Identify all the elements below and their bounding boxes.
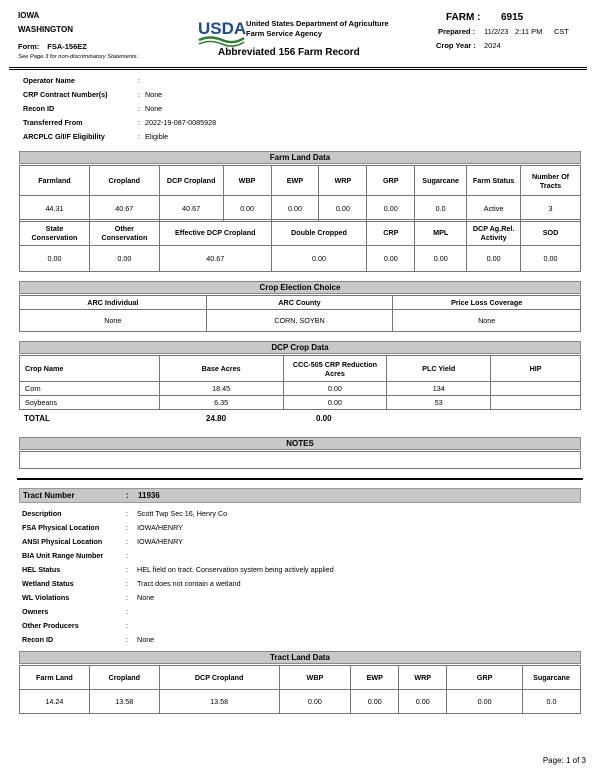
table-cell: 0.00 xyxy=(367,196,415,222)
owners-label: Owners xyxy=(22,607,49,616)
table-cell xyxy=(491,382,581,396)
section-divider xyxy=(17,478,583,480)
ansi-location-value: IOWA/HENRY xyxy=(137,537,183,546)
col-crop-name: Crop Name xyxy=(20,356,160,382)
table-cell: 13.58 xyxy=(159,690,279,714)
table-cell: Active xyxy=(467,196,521,222)
total-crp-reduction: 0.00 xyxy=(316,414,332,423)
table-cell: 40.67 xyxy=(159,196,223,222)
col-grp: GRP xyxy=(367,166,415,196)
farm-land-table-2 xyxy=(19,219,581,272)
table-cell: 44.31 xyxy=(20,196,90,222)
colon: : xyxy=(138,132,140,141)
table-cell: 0.00 xyxy=(283,382,387,396)
colon: : xyxy=(126,523,128,532)
table-cell: 0.00 xyxy=(271,196,319,222)
table-cell: 40.67 xyxy=(89,196,159,222)
table-cell: 0.00 xyxy=(319,196,367,222)
table-cell: None xyxy=(393,310,581,332)
crp-contract-value: None xyxy=(145,90,163,99)
tract-number-bar xyxy=(19,488,581,503)
col-hip: HIP xyxy=(491,356,581,382)
col-wrp: WRP xyxy=(399,666,447,690)
tract-land-header-row xyxy=(20,666,581,690)
prepared-timezone: CST xyxy=(554,27,569,36)
col-mpl: MPL xyxy=(415,220,467,246)
crop-election-header-row xyxy=(20,296,581,310)
col-sugarcane: Sugarcane xyxy=(523,666,581,690)
fsa-location-value: IOWA/HENRY xyxy=(137,523,183,532)
table-cell: 0.00 xyxy=(279,690,351,714)
col-farmland: Farmland xyxy=(20,166,90,196)
table-cell: 0.00 xyxy=(447,690,523,714)
crp-contract-label: CRP Contract Number(s) xyxy=(23,90,108,99)
table-cell: None xyxy=(20,310,207,332)
table-cell: Soybeans xyxy=(20,396,160,410)
hel-status-value: HEL field on tract. Conservation system being actively applied xyxy=(137,565,334,574)
table-row xyxy=(20,396,581,410)
colon: : xyxy=(138,90,140,99)
colon: : xyxy=(138,118,140,127)
notes-box xyxy=(19,451,581,469)
dcp-crop-header-row xyxy=(20,356,581,382)
table-cell: 0.00 xyxy=(521,246,581,272)
tract-land-value-row xyxy=(20,690,581,714)
table-cell: 134 xyxy=(387,382,491,396)
col-dcp-cropland: DCP Cropland xyxy=(159,666,279,690)
arcplc-eligibility-value: Eligible xyxy=(145,132,169,141)
table-cell: 0.00 xyxy=(283,396,387,410)
form-id: Form: FSA-156EZ xyxy=(18,42,87,51)
colon: : xyxy=(126,593,128,602)
table-cell: 13.58 xyxy=(89,690,159,714)
bia-unit-label: BIA Unit Range Number xyxy=(22,551,104,560)
transferred-from-value: 2022-19-087-0085928 xyxy=(145,118,217,127)
svg-text:USDA: USDA xyxy=(198,19,246,38)
crop-year: 2024 xyxy=(484,41,501,50)
notes-header: NOTES xyxy=(19,437,581,450)
crop-election-header: Crop Election Choice xyxy=(19,281,581,294)
hel-status-label: HEL Status xyxy=(22,565,61,574)
col-number-of-tracts: Number Of Tracts xyxy=(521,166,581,196)
table-cell: 0.00 xyxy=(89,246,159,272)
colon: : xyxy=(126,551,128,560)
tract-number: 11936 xyxy=(138,491,160,500)
tract-number-label: Tract Number xyxy=(23,491,75,500)
table-cell: 0.00 xyxy=(271,246,367,272)
wl-violations-label: WL Violations xyxy=(22,593,70,602)
table-cell: 0.00 xyxy=(415,246,467,272)
table-cell: 40.67 xyxy=(159,246,271,272)
col-crp-reduction-acres: CCC-505 CRP Reduction Acres xyxy=(283,356,387,382)
colon: : xyxy=(138,104,140,113)
tract-land-data-header: Tract Land Data xyxy=(19,651,581,664)
table-cell: CORN, SOYBN xyxy=(206,310,393,332)
table-cell: 0.00 xyxy=(223,196,271,222)
state-name: IOWA xyxy=(18,11,40,20)
prepared-time: 2:11 PM xyxy=(515,27,543,36)
dcp-crop-data-header: DCP Crop Data xyxy=(19,341,581,354)
crop-election-table xyxy=(19,295,581,332)
farm-number: 6915 xyxy=(501,12,524,23)
table-cell: 6.35 xyxy=(159,396,283,410)
col-dcp-cropland: DCP Cropland xyxy=(159,166,223,196)
table-cell: 0.00 xyxy=(367,246,415,272)
dcp-crop-table xyxy=(19,355,581,410)
wetland-status-label: Wetland Status xyxy=(22,579,74,588)
farm-land-value-row-2 xyxy=(20,246,581,272)
col-sugarcane: Sugarcane xyxy=(415,166,467,196)
col-ewp: EWP xyxy=(351,666,399,690)
farm-label: FARM : xyxy=(446,12,481,23)
table-cell: 18.45 xyxy=(159,382,283,396)
farm-land-header-row-1 xyxy=(20,166,581,196)
transferred-from-label: Transferred From xyxy=(23,118,83,127)
description-value: Scott Twp Sec 16, Henry Co xyxy=(137,509,228,518)
agency-name: United States Department of Agriculture Farm Service Agency xyxy=(246,19,389,38)
table-cell: 0.0 xyxy=(523,690,581,714)
header-divider-2 xyxy=(9,69,587,70)
col-double-cropped: Double Cropped xyxy=(271,220,367,246)
col-arc-county: ARC County xyxy=(206,296,393,310)
col-farm-status: Farm Status xyxy=(467,166,521,196)
col-farm-land: Farm Land xyxy=(20,666,90,690)
col-plc-yield: PLC Yield xyxy=(387,356,491,382)
col-cropland: Cropland xyxy=(89,166,159,196)
colon: : xyxy=(126,491,129,500)
table-cell xyxy=(491,396,581,410)
colon: : xyxy=(126,635,128,644)
col-crp: CRP xyxy=(367,220,415,246)
col-sod: SOD xyxy=(521,220,581,246)
tract-land-table xyxy=(19,665,581,714)
colon: : xyxy=(126,565,128,574)
col-cropland: Cropland xyxy=(89,666,159,690)
table-cell: 14.24 xyxy=(20,690,90,714)
arcplc-eligibility-label: ARCPLC G/I/F Eligibility xyxy=(23,132,105,141)
farm-land-header-row-2 xyxy=(20,220,581,246)
wetland-status-value: Tract does not contain a wetland xyxy=(137,579,241,588)
col-effective-dcp-cropland: Effective DCP Cropland xyxy=(159,220,271,246)
col-ewp: EWP xyxy=(271,166,319,196)
col-wrp: WRP xyxy=(319,166,367,196)
other-producers-label: Other Producers xyxy=(22,621,79,630)
crop-election-value-row xyxy=(20,310,581,332)
table-cell: 0.00 xyxy=(351,690,399,714)
operator-name-label: Operator Name xyxy=(23,76,75,85)
page-number: Page: 1 of 3 xyxy=(542,756,586,765)
header-divider xyxy=(9,67,587,68)
farm-land-table xyxy=(19,165,581,222)
col-other-conservation: Other Conservation xyxy=(89,220,159,246)
table-cell: 3 xyxy=(521,196,581,222)
col-wbp: WBP xyxy=(223,166,271,196)
table-cell: 0.00 xyxy=(399,690,447,714)
col-base-acres: Base Acres xyxy=(159,356,283,382)
page-header xyxy=(18,11,578,63)
colon: : xyxy=(126,537,128,546)
col-state-conservation: State Conservation xyxy=(20,220,90,246)
usda-logo xyxy=(198,15,246,47)
prepared-date: 11/2/23 xyxy=(484,27,509,36)
county-name: WASHINGTON xyxy=(18,25,73,34)
table-cell: 0.00 xyxy=(467,246,521,272)
recon-id-label: Recon ID xyxy=(23,104,55,113)
tract-recon-id-label: Recon ID xyxy=(22,635,54,644)
description-label: Description xyxy=(22,509,62,518)
ansi-location-label: ANSI Physical Location xyxy=(22,537,103,546)
prepared-label: Prepared : xyxy=(438,27,476,36)
colon: : xyxy=(126,607,128,616)
table-cell: 0.00 xyxy=(20,246,90,272)
nondiscrimination-note: See Page 3 for non-discriminatory Statements. xyxy=(18,54,139,60)
crop-year-label: Crop Year : xyxy=(436,41,476,50)
farm-land-value-row-1 xyxy=(20,196,581,222)
col-wbp: WBP xyxy=(279,666,351,690)
col-arc-individual: ARC Individual xyxy=(20,296,207,310)
farm-land-data-header: Farm Land Data xyxy=(19,151,581,164)
colon: : xyxy=(138,76,140,85)
col-dcp-ag-rel-activity: DCP Ag.Rel. Activity xyxy=(467,220,521,246)
colon: : xyxy=(126,509,128,518)
document-title: Abbreviated 156 Farm Record xyxy=(218,47,360,58)
colon: : xyxy=(126,621,128,630)
total-label: TOTAL xyxy=(24,414,50,423)
recon-id-value: None xyxy=(145,104,163,113)
tract-recon-id-value: None xyxy=(137,635,155,644)
fsa-location-label: FSA Physical Location xyxy=(22,523,100,532)
wl-violations-value: None xyxy=(137,593,155,602)
col-price-loss-coverage: Price Loss Coverage xyxy=(393,296,581,310)
table-row xyxy=(20,382,581,396)
table-cell: Corn xyxy=(20,382,160,396)
colon: : xyxy=(126,579,128,588)
total-base-acres: 24.80 xyxy=(206,414,227,423)
col-grp: GRP xyxy=(447,666,523,690)
table-cell: 0.0 xyxy=(415,196,467,222)
table-cell: 53 xyxy=(387,396,491,410)
